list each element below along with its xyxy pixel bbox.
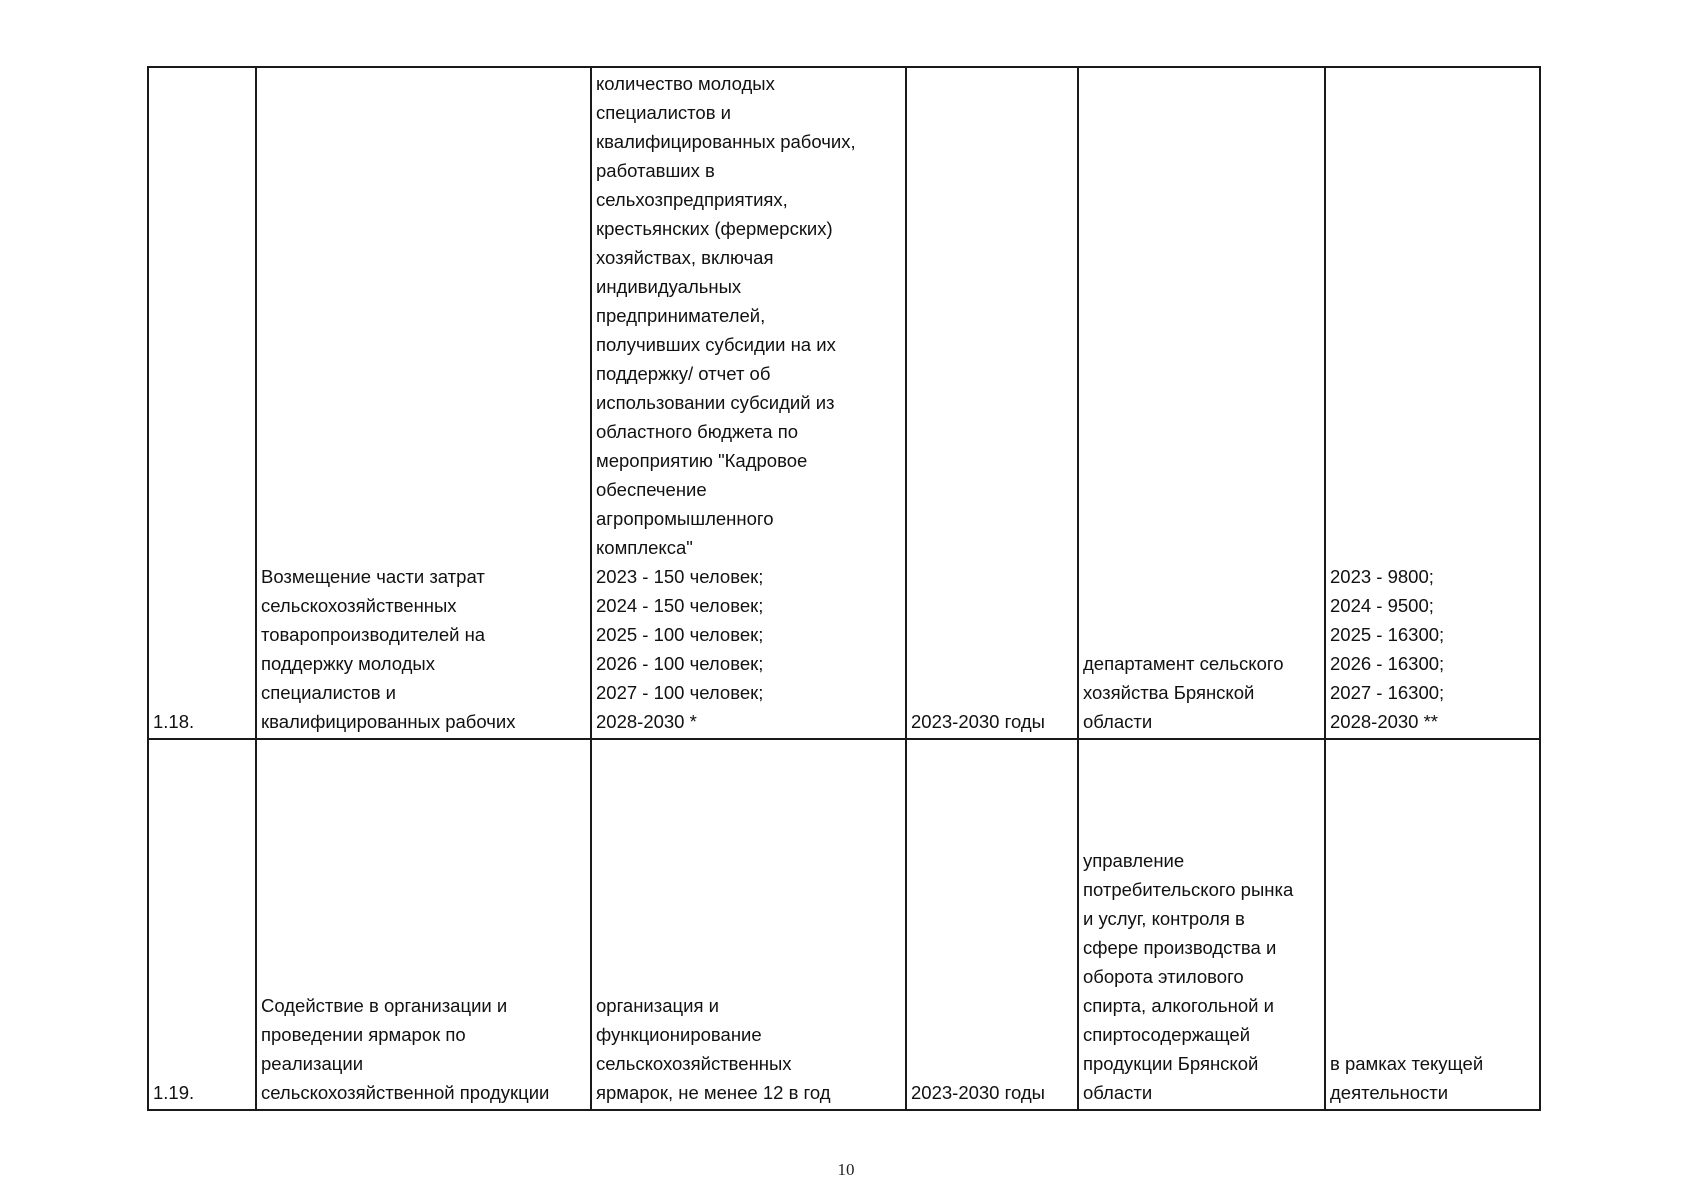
measures-table [147,66,1541,1111]
indicator-cell: организация и функционирование сельскохозяйственных ярмарок, не менее 12 в год [591,739,906,1110]
row-number-cell: 1.19. [148,739,256,1110]
executor-cell: департамент сельского хозяйства Брянской области [1078,67,1325,739]
page-number: 10 [837,1160,855,1179]
period-cell: 2023-2030 годы [906,67,1078,739]
measure-name-cell: Содействие в организации и проведении ярмарок по реализации сельскохозяйственной продукции [256,739,591,1110]
funding-cell: 2023 - 9800; 2024 - 9500; 2025 - 16300; 2026 - 16300; 2027 - 16300; 2028-2030 ** [1325,67,1540,739]
measure-name-cell: Возмещение части затрат сельскохозяйственных товаропроизводителей на поддержку молодых специалистов и квалифицированных рабочих [256,67,591,739]
indicator-cell: количество молодых специалистов и квалифицированных рабочих, работавших в сельхозпредприятиях, крестьянских (фермерских) хозяйствах, включая индивидуальных предпринимателей, получивших субсидии на их поддержку/ отчет об использовании субсидий из областного бюджета по мероприятию "Кадровое обеспечение агропромышленного комплекса" 2023 - 150 человек; 2024 - 150 человек; 2025 - 100 человек; 2026 - 100 человек; 2027 - 100 человек; 2028-2030 * [591,67,906,739]
funding-cell: в рамках текущей деятельности [1325,739,1540,1110]
table-row [148,739,1540,1110]
table-row [148,67,1540,739]
period-cell: 2023-2030 годы [906,739,1078,1110]
row-number-cell: 1.18. [148,67,256,739]
executor-cell: управление потребительского рынка и услуг, контроля в сфере производства и оборота этилового спирта, алкогольной и спиртосодержащей продукции Брянской области [1078,739,1325,1110]
